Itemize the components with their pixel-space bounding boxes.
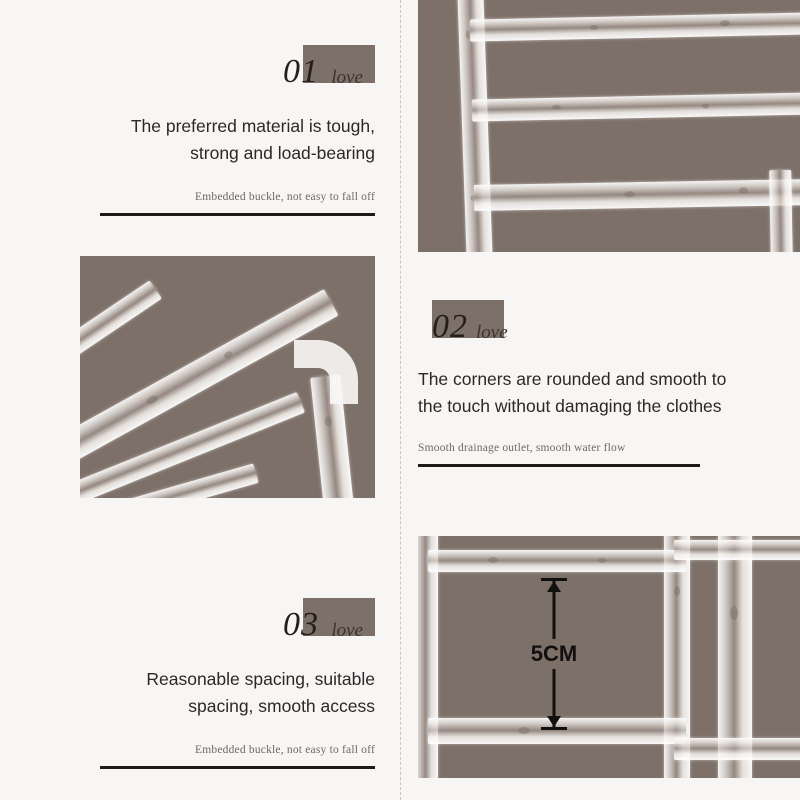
feature-section-02 — [418, 300, 727, 467]
rack-corner-illustration — [80, 256, 375, 498]
section-02-subline: Smooth drainage outlet, smooth water flow — [418, 442, 626, 455]
vertical-dashed-divider — [400, 0, 401, 800]
section-02-number: 02 — [432, 308, 468, 345]
section-03-headline: Reasonable spacing, suitable spacing, smooth access — [146, 669, 375, 717]
section-03-number: 03 — [283, 606, 319, 643]
photo-middle-left — [80, 256, 375, 498]
section-02-number-tag — [418, 300, 700, 352]
measure-cap-bottom — [541, 727, 567, 730]
section-03-number-tag — [100, 598, 375, 650]
measure-label: 5CM — [525, 639, 583, 669]
section-01-headline: The preferred material is tough, strong and load-bearing — [130, 116, 375, 164]
measure-arrow-up-icon — [547, 581, 561, 592]
section-01-rule — [100, 213, 375, 216]
rack-spacing-illustration — [418, 536, 800, 778]
section-03-rule — [100, 766, 375, 769]
section-03-subline: Embedded buckle, not easy to fall off — [195, 744, 375, 757]
section-02-script-word: love — [476, 322, 508, 343]
section-01-number: 01 — [283, 53, 319, 90]
feature-section-03 — [100, 598, 375, 769]
measurement-callout — [524, 578, 584, 730]
photo-top-right — [418, 0, 800, 252]
section-02-headline: The corners are rounded and smooth to the touch without damaging the clothes — [418, 369, 727, 417]
measure-arrow-down-icon — [547, 716, 561, 727]
section-01-number-tag — [100, 45, 375, 97]
section-03-script-word: love — [331, 620, 363, 641]
feature-section-01 — [100, 45, 375, 216]
photo-bottom-right — [418, 536, 800, 778]
section-01-subline: Embedded buckle, not easy to fall off — [195, 191, 375, 204]
section-02-rule — [418, 464, 700, 467]
section-01-script-word: love — [331, 67, 363, 88]
rack-bars-illustration — [418, 0, 800, 252]
